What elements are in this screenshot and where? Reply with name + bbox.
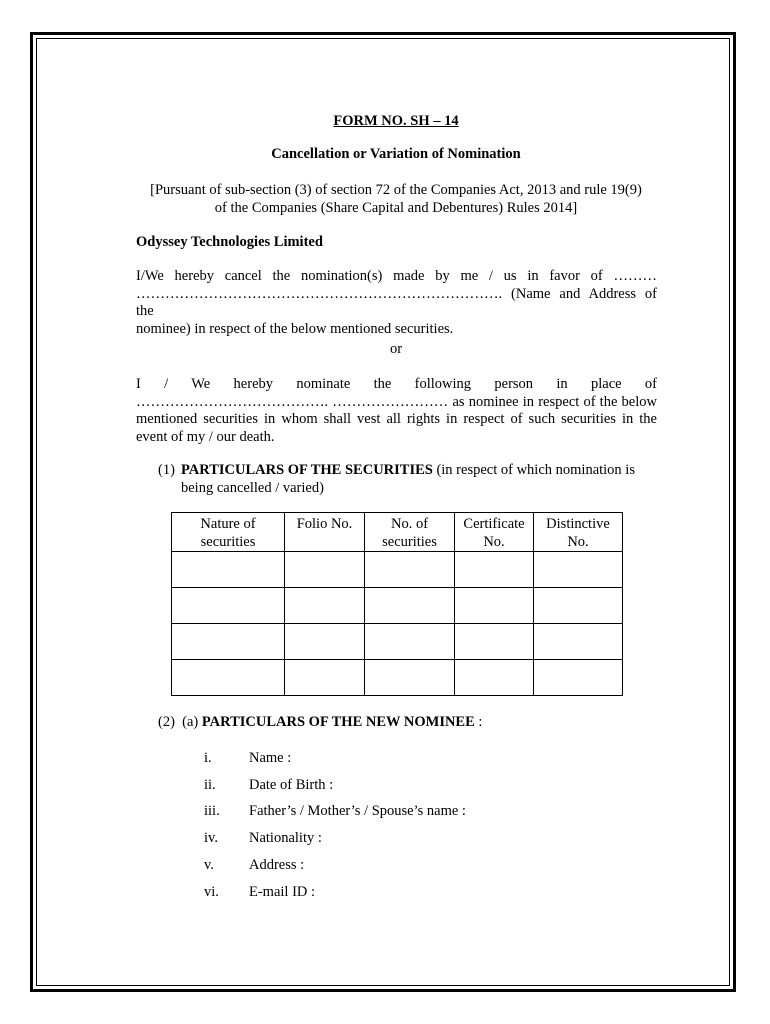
section-2-number: (2): [158, 714, 175, 730]
col-certificate-no: Certificate No.: [455, 513, 534, 552]
table-cell[interactable]: [455, 552, 534, 588]
section-2-heading: (2) (a) PARTICULARS OF THE NEW NOMINEE :: [158, 714, 483, 730]
table-cell[interactable]: [455, 660, 534, 696]
section-2-title: PARTICULARS OF THE NEW NOMINEE: [201, 714, 475, 730]
table-cell[interactable]: [534, 552, 623, 588]
securities-table-header: [172, 513, 623, 552]
pursuant-line-1: [Pursuant of sub-section (3) of section 72 of the Companies Act, 2013 and rule 19(9): [150, 182, 642, 198]
company-name: Odyssey Technologies Limited: [136, 234, 323, 250]
table-row: [172, 624, 623, 660]
or-separator: or: [389, 341, 403, 357]
table-cell[interactable]: [172, 660, 285, 696]
form-title: FORM NO. SH – 14: [333, 113, 459, 129]
section-2-sub: (a): [182, 714, 199, 730]
table-cell[interactable]: [172, 552, 285, 588]
table-cell[interactable]: [285, 660, 365, 696]
col-distinctive-no: Distinctive No.: [534, 513, 623, 552]
table-cell[interactable]: [172, 588, 285, 624]
nominate-paragraph: [136, 376, 657, 446]
securities-table: [171, 512, 623, 696]
pursuant-text: [136, 182, 656, 217]
pursuant-line-2: of the Companies (Share Capital and Debentures) Rules 2014]: [214, 199, 578, 216]
section-1-title-rest: (in respect of which nomination is: [432, 462, 635, 478]
table-cell[interactable]: [365, 624, 455, 660]
cancel-line-1: I/We hereby cancel the nomination(s) made by me / us in favor of ………: [136, 268, 657, 284]
col-folio-no: Folio No.: [285, 513, 365, 552]
cancel-line-2: …………………………………………………………………. (Name and Address of the: [136, 285, 657, 319]
col-no-of-securities: No. of securities: [365, 513, 455, 552]
table-cell[interactable]: [455, 624, 534, 660]
table-cell[interactable]: [534, 660, 623, 696]
col-nature-of-securities: Nature of securities: [172, 513, 285, 552]
table-cell[interactable]: [285, 552, 365, 588]
table-cell[interactable]: [285, 588, 365, 624]
section-1-title: PARTICULARS OF THE SECURITIES: [181, 462, 433, 478]
table-row: [172, 588, 623, 624]
table-cell[interactable]: [172, 624, 285, 660]
section-1-number: (1): [158, 462, 175, 478]
nominate-line-4: event of my / our death.: [136, 428, 275, 445]
table-cell[interactable]: [365, 660, 455, 696]
nominate-line-3: mentioned securities in whom shall vest all rights in respect of such securities in the: [136, 411, 657, 427]
table-cell[interactable]: [365, 588, 455, 624]
form-subtitle: Cancellation or Variation of Nomination: [271, 146, 521, 162]
section-1-subline: being cancelled / varied): [181, 479, 324, 496]
table-row: [172, 552, 623, 588]
nominate-line-2: …………………………………. …………………… as nominee in respect of the below: [136, 393, 657, 410]
table-cell[interactable]: [365, 552, 455, 588]
table-cell[interactable]: [455, 588, 534, 624]
table-cell[interactable]: [534, 588, 623, 624]
cancel-line-3: nominee) in respect of the below mentioned securities.: [136, 320, 454, 337]
table-row: [172, 660, 623, 696]
cancel-paragraph: [136, 268, 657, 338]
nominate-line-1: I / We hereby nominate the following person in place of: [136, 376, 657, 392]
table-cell[interactable]: [285, 624, 365, 660]
table-cell[interactable]: [534, 624, 623, 660]
